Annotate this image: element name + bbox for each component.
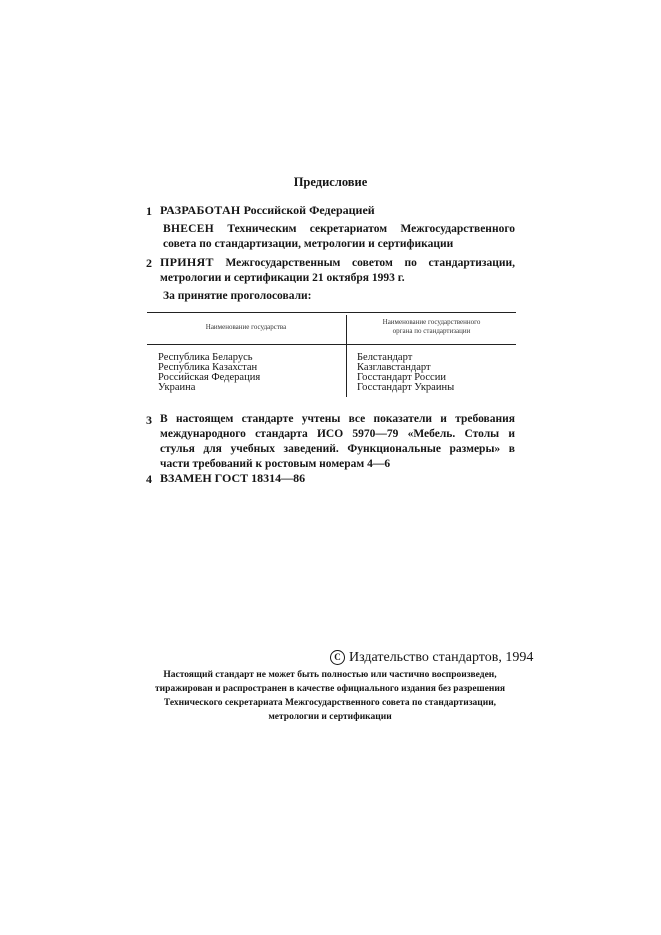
- copyright-icon: С: [330, 650, 345, 665]
- section-3-line-3: стулья для учебных заведений. Функциональные размеры» в: [160, 443, 515, 455]
- section-1-text: Российской Федерацией: [243, 203, 375, 217]
- section-2-text: [160, 255, 515, 286]
- table-header-body-line-2: органа по стандартизации: [392, 327, 471, 335]
- introduced-line-1-rest: Техническим секретариатом Межгосударственного: [227, 223, 515, 235]
- section-1-heading: [160, 203, 375, 218]
- reproduction-notice: [130, 668, 530, 724]
- section-1-introduced: [163, 222, 515, 252]
- voted-label: За принятие проголосовали:: [163, 290, 312, 302]
- section-1-number: 1: [146, 204, 152, 218]
- section-3-number: 3: [146, 413, 152, 427]
- section-2-number: 2: [146, 256, 152, 270]
- table-row-1-state: Республика Беларусь: [158, 352, 253, 363]
- copyright-line: [330, 650, 533, 666]
- table-header-body-line-1: Наименование государственного: [382, 318, 481, 326]
- section-3-line-2: международного стандарта ИСО 5970—79 «Мебель. Столы и: [160, 428, 515, 440]
- section-2-line-1-rest: Межгосударственным советом по стандартизации,: [225, 257, 515, 269]
- introduced-line-1: [163, 222, 515, 237]
- table-header-state: Наименование государства: [205, 323, 287, 331]
- table-row-3-state: Российская Федерация: [158, 372, 261, 383]
- copyright-text: Издательство стандартов, 1994: [349, 650, 534, 665]
- section-2-line-1: [160, 255, 515, 271]
- table-row-1-body: Белстандарт: [357, 352, 413, 363]
- section-3-line-1: В настоящем стандарте учтены все показатели и требования: [160, 413, 515, 425]
- table-col-bodies: [357, 353, 454, 393]
- notice-line-2: тиражирован и распространен в качестве официального издания без разрешения: [155, 684, 505, 694]
- notice-line-3: Технического секретариата Межгосударственного совета по стандартизации,: [163, 698, 497, 708]
- section-2-line-2: метрологии и сертификации 21 октября 1993 г.: [160, 272, 405, 284]
- section-1-keyword: РАЗРАБОТАН: [160, 203, 241, 217]
- section-3-text: [160, 412, 515, 472]
- table-col-states: [158, 353, 260, 393]
- page-title: Предисловие: [293, 175, 368, 189]
- notice-line-1: Настоящий стандарт не может быть полностью или частично воспроизведен,: [163, 670, 497, 680]
- section-4-number: 4: [146, 472, 152, 486]
- notice-line-4: метрологии и сертификации: [268, 712, 392, 722]
- introduced-keyword: ВНЕСЕН: [163, 223, 215, 235]
- section-4-text: ВЗАМЕН ГОСТ 18314—86: [160, 471, 306, 485]
- introduced-line-2: совета по стандартизации, метрологии и сертификации: [163, 238, 454, 250]
- table-row-4-body: Госстандарт Украины: [357, 382, 455, 393]
- table-top-rule: [147, 312, 516, 313]
- table-row-4-state: Украина: [158, 382, 196, 393]
- table-header-rule: [147, 344, 516, 345]
- table-row-2-state: Республика Казахстан: [158, 362, 258, 373]
- table-row-3-body: Госстандарт России: [357, 372, 446, 383]
- table-row-2-body: Казглавстандарт: [357, 362, 431, 373]
- table-header-body: [347, 318, 516, 336]
- section-2-keyword: ПРИНЯТ: [160, 255, 214, 269]
- section-3-line-4: части требований к ростовым номерам 4—6: [160, 458, 391, 470]
